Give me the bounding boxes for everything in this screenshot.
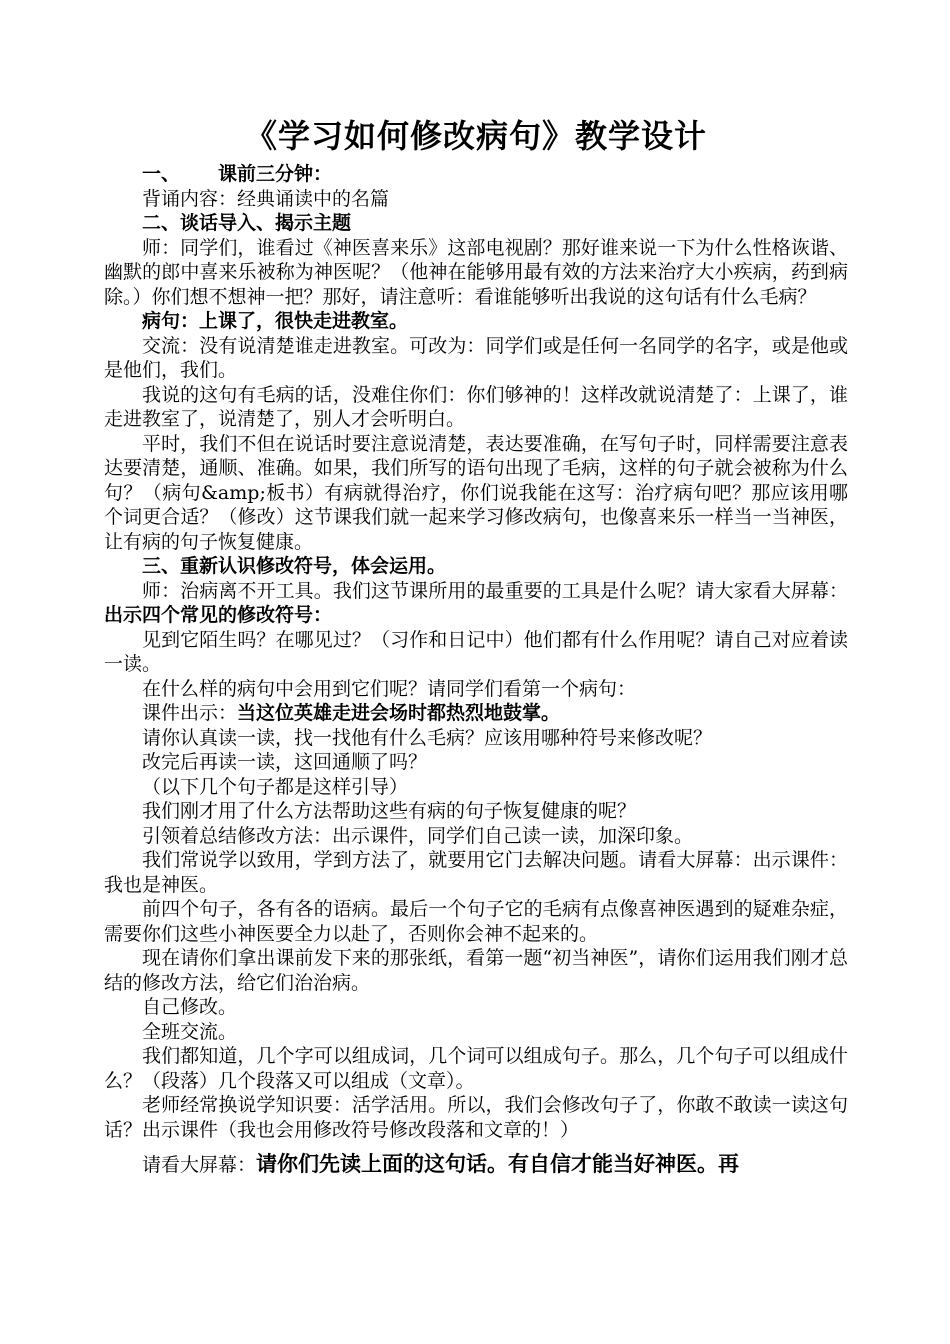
paragraph: 现在请你们拿出课前发下来的那张纸，看第一题“初当神医”，请你们运用我们刚才总结的修改方法，给它们治治病。 (104, 947, 848, 994)
paragraph: 我们都知道，几个字可以组成词，几个词可以组成句子。那么，几个句子可以组成什么？（段落）几个段落又可以组成（文章）。 (104, 1045, 848, 1092)
document-page (104, 112, 848, 1178)
paragraph-text: 课件出示： (142, 702, 238, 724)
paragraph (104, 579, 848, 628)
paragraph-text: 师：治病离不开工具。我们这节课所用的最重要的工具是什么呢？请大家看大屏幕： (142, 579, 848, 602)
paragraph: 背诵内容：经典诵读中的名篇 (142, 187, 390, 210)
paragraph: 师：同学们，谁看过《神医喜来乐》这部电视剧？那好谁来说一下为什么性格诙谐、幽默的郎中喜来乐被称为神医呢？（他神在能够用最有效的方法来治疗大小疾病，药到病除。）你们想不想神一把？那好，请注意听：看谁能够听出我说的这句话有什么毛病？ (104, 236, 848, 308)
document-title: 《学习如何修改病句》教学设计 (244, 117, 707, 155)
paragraph: 引领着总结修改方法：出示课件，同学们自己读一读，加深印象。 (142, 824, 694, 847)
paragraph: 我们常说学以致用，学到方法了，就要用它门去解决问题。请看大屏幕：出示课件：我也是神医。 (104, 849, 848, 896)
paragraph: 在什么样的病句中会用到它们呢？请同学们看第一个病句： (142, 677, 637, 700)
paragraph: 改完后再读一读，这回通顺了吗？ (142, 751, 428, 773)
paragraph: 老师经常换说学知识要：活学活用。所以，我们会修改句子了，你敢不敢读一读这句话？出示课件（我也会用修改符号修改段落和文章的！） (104, 1094, 848, 1141)
paragraph (104, 701, 848, 726)
section-heading-3: 三、重新认识修改符号，体会运用。 (142, 555, 447, 577)
bold-text: 出示四个常见的修改符号： (104, 604, 333, 626)
paragraph: 前四个句子，各有各的语病。最后一个句子它的毛病有点像喜神医遇到的疑难杂症，需要你们这些小神医要全力以赴了，否则你会神不起来的。 (104, 898, 848, 945)
section-heading-2: 二、谈话导入、揭示主题 (142, 212, 352, 234)
section-heading-1 (104, 162, 848, 187)
bold-sentence: 病句：上课了，很快走进教室。 (142, 310, 409, 332)
paragraph: 见到它陌生吗？在哪见过？（习作和日记中）他们都有什么作用呢？请自己对应着读一读。 (104, 628, 848, 675)
paragraph: 自己修改。 (142, 996, 238, 1018)
section-number: 一、 (142, 163, 181, 185)
paragraph-text: 请看大屏幕： (142, 1154, 257, 1176)
paragraph: 请你认真读一读，找一找他有什么毛病？应该用哪种符号来修改呢？ (142, 726, 713, 749)
section-title: 课前三分钟： (218, 163, 333, 185)
paragraph: 平时，我们不但在说话时要注意说清楚，表达要准确，在写句子时，同样需要注意表达要清楚，通顺、准确。如果，我们所写的语句出现了毛病，这样的句子就会被称为什么句？（病句&amp;板书）有病就得治疗，你们说我能在这写：治疗病句吧？那应该用哪个词更合适？（修改）这节课我们就一起来学习修改病句，也像喜来乐一样当一当神医，让有病的句子恢复健康。 (104, 432, 848, 553)
paragraph: 我说的这句有毛病的话，没难住你们：你们够神的！这样改就说清楚了：上课了，谁走进教室了，说清楚了，别人才会听明白。 (104, 383, 848, 430)
paragraph: （以下几个句子都是这样引导） (142, 775, 409, 798)
bold-text: 请你们先读上面的这句话。有自信才能当好神医。再 (256, 1151, 740, 1176)
paragraph: 全班交流。 (142, 1020, 238, 1043)
paragraph: 我们刚才用了什么方法帮助这些有病的句子恢复健康的呢？ (142, 800, 637, 822)
paragraph (104, 1152, 848, 1178)
bold-text: 当这位英雄走进会场时都热烈地鼓掌。 (237, 702, 561, 724)
paragraph: 交流：没有说清楚谁走进教室。可改为：同学们或是任何一名同学的名字，或是他或是他们，我们。 (104, 334, 848, 381)
